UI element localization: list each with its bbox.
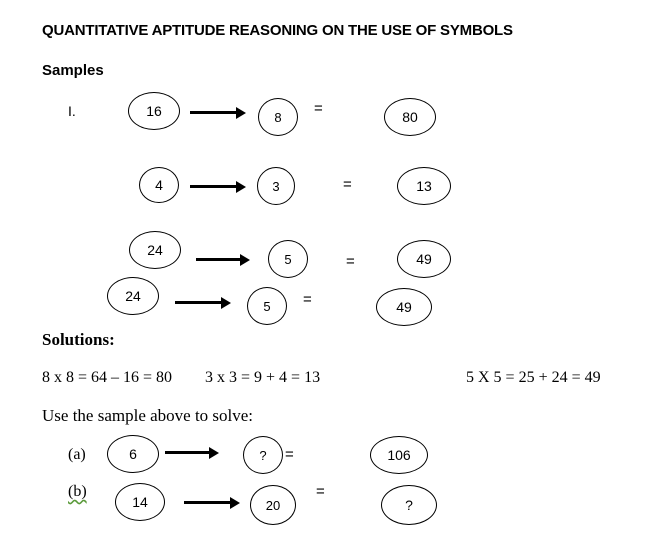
question-a-result-value: 106 [387, 447, 411, 463]
question-b-result-value: ? [405, 497, 413, 513]
solution-2: 3 x 3 = 9 + 4 = 13 [205, 369, 321, 386]
solutions-heading: Solutions: [42, 330, 115, 349]
question-b-label: (b) [68, 483, 87, 500]
question-b-right-ellipse [250, 485, 296, 525]
sample-3-result-value: 49 [416, 251, 432, 267]
solution-1: 8 x 8 = 64 – 16 = 80 [42, 369, 173, 386]
sample-3-equals: = [346, 253, 355, 270]
samples-heading: Samples [42, 62, 104, 79]
question-a-right-ellipse [243, 436, 283, 474]
sample-4-left-value: 24 [125, 288, 141, 304]
instruction-text: Use the sample above to solve: [42, 406, 254, 425]
sample-2-result-value: 13 [416, 178, 432, 194]
question-b-left-ellipse [115, 483, 165, 521]
sample-1-result-value: 80 [402, 109, 418, 125]
question-a-label: (a) [68, 446, 86, 463]
sample-1-left-ellipse [128, 92, 180, 130]
sample-4-right-ellipse [247, 287, 287, 325]
sample-4-result-value: 49 [396, 299, 412, 315]
sample-1-right-ellipse [258, 98, 298, 136]
sample-4-left-ellipse [107, 277, 159, 315]
solution-3: 5 X 5 = 25 + 24 = 49 [466, 369, 601, 386]
question-a-left-value: 6 [129, 446, 137, 462]
question-a-arrow-icon [165, 447, 219, 459]
question-b-result-ellipse [381, 485, 437, 525]
sample-3-right-value: 5 [284, 251, 292, 267]
sample-1-left-value: 16 [146, 103, 162, 119]
question-a-left-ellipse [107, 435, 159, 473]
question-b-arrow-icon [184, 497, 240, 509]
question-a-equals: = [285, 446, 294, 463]
question-a-result-ellipse [370, 436, 428, 474]
sample-1-result-ellipse [384, 98, 436, 136]
sample-2-left-value: 4 [155, 177, 163, 193]
sample-1-equals: = [314, 100, 323, 117]
question-b-equals: = [316, 483, 325, 500]
samples-numeral: I. [68, 103, 76, 119]
sample-3-left-value: 24 [147, 242, 163, 258]
question-a-right-value: ? [259, 447, 267, 463]
question-b-left-value: 14 [132, 494, 148, 510]
sample-4-equals: = [303, 291, 312, 308]
sample-1-arrow-icon [190, 107, 246, 119]
sample-2-equals: = [343, 176, 352, 193]
sample-3-result-ellipse [397, 240, 451, 278]
sample-4-result-ellipse [376, 288, 432, 326]
sample-4-arrow-icon [175, 297, 231, 309]
question-b-right-value: 20 [265, 497, 281, 513]
sample-2-right-value: 3 [272, 178, 280, 194]
sample-2-result-ellipse [397, 167, 451, 205]
sample-2-arrow-icon [190, 181, 246, 193]
sample-1-right-value: 8 [274, 109, 282, 125]
sample-3-left-ellipse [129, 231, 181, 269]
document-title: QUANTITATIVE APTITUDE REASONING ON THE USE OF SYMBOLS [42, 22, 513, 39]
sample-3-arrow-icon [196, 254, 250, 266]
sample-2-right-ellipse [257, 167, 295, 205]
sample-4-right-value: 5 [263, 298, 271, 314]
sample-2-left-ellipse [139, 167, 179, 203]
sample-3-right-ellipse [268, 240, 308, 278]
